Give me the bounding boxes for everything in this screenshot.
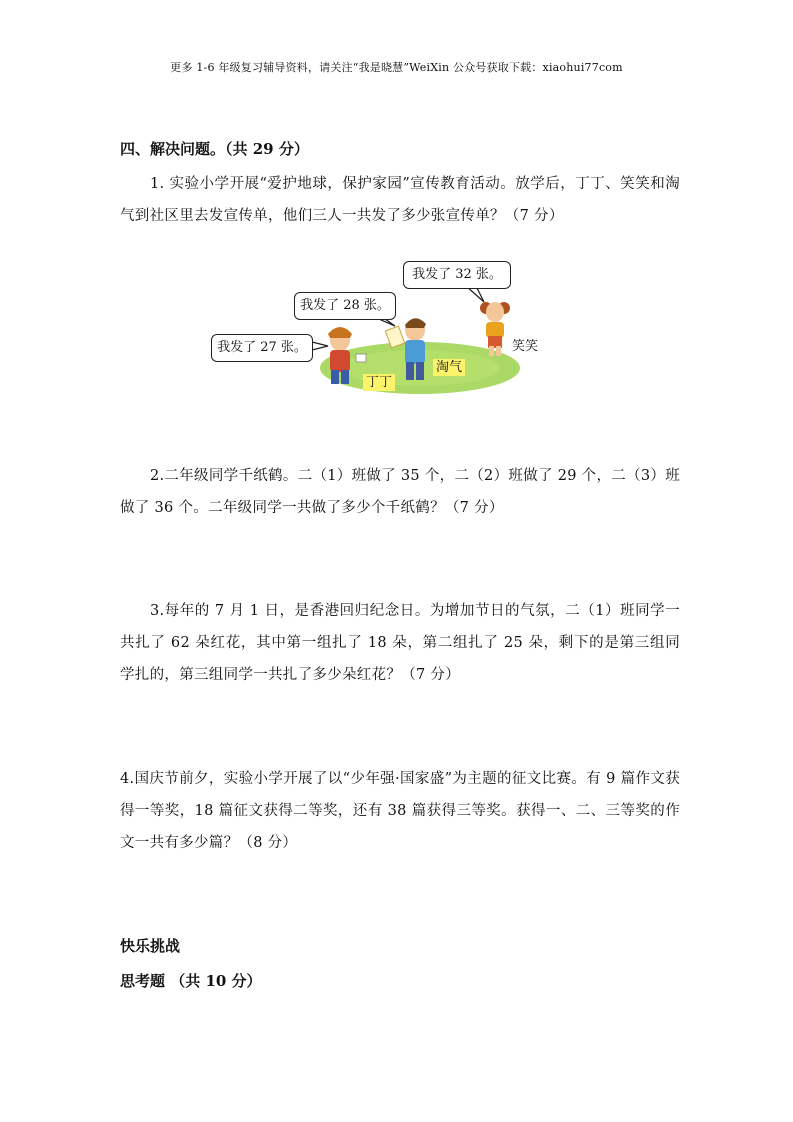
section-title: 四、解决问题。（共 29 分） <box>120 140 309 158</box>
bubble-taoqi: 我发了 28 张。 <box>294 292 396 320</box>
bubble-xiaoxiao: 我发了 32 张。 <box>403 261 511 289</box>
challenge-subtitle: 思考题 （共 10 分） <box>120 972 262 990</box>
bubble-dingding: 我发了 27 张。 <box>211 334 313 362</box>
question-4: 4.国庆节前夕，实验小学开展了以“少年强·国家盛”为主题的征文比赛。有 9 篇作文获得一等奖，18 篇征文获得二等奖，还有 38 篇获得三等奖。获得一、二、三等奖的作文一共有多少篇？（8 分） <box>120 771 680 851</box>
challenge-title: 快乐挑战 <box>120 937 181 955</box>
xiaoxiao-figure <box>480 302 510 356</box>
question-1: 1. 实验小学开展“爱护地球，保护家园”宣传教育活动。放学后，丁丁、笑笑和淘气到社区里去发宣传单，他们三人一共发了多少张宣传单？（7 分） <box>120 176 680 224</box>
page-header: 更多 1-6 年级复习辅导资料，请关注“我是晓慧”WeiXin 公众号获取下载：xiaohui77com <box>170 61 623 74</box>
name-taoqi: 淘气 <box>433 359 465 376</box>
name-dingding: 丁丁 <box>363 374 395 391</box>
question-2: 2.二年级同学千纸鹤。二（1）班做了 35 个，二（2）班做了 29 个，二（3）班做了 36 个。二年级同学一共做了多少个千纸鹤？（7 分） <box>120 468 680 516</box>
name-xiaoxiao: 笑笑 <box>512 339 539 354</box>
question-3: 3.每年的 7 月 1 日，是香港回归纪念日。为增加节日的气氛，二（1）班同学一共扎了 62 朵红花，其中第一组扎了 18 朵，第二组扎了 25 朵，剩下的是第三组同学扎的，第三组同学一共扎了多少朵红花？（7 分） <box>120 603 680 683</box>
illustration <box>200 250 560 400</box>
